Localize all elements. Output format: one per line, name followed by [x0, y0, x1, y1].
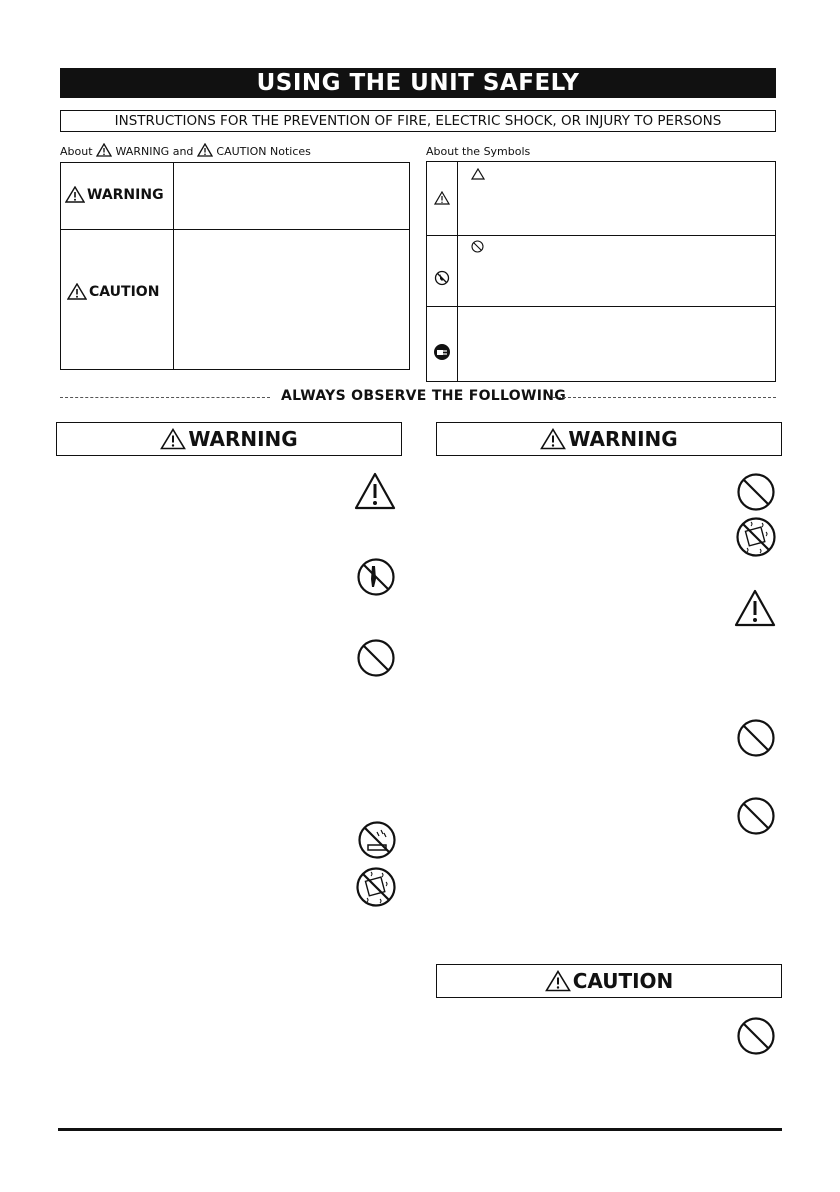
observe-divider-left	[60, 397, 270, 398]
notice-warning-label	[65, 186, 164, 203]
footer-rule	[58, 1128, 782, 1131]
general-caution-symbol-icon	[434, 191, 450, 205]
right-warning-heading-text: WARNING	[568, 427, 678, 451]
left-warning-heading	[56, 422, 402, 456]
symbols-table-divider	[457, 162, 458, 381]
prohibited-icon	[356, 638, 396, 678]
instructions-subtitle: INSTRUCTIONS FOR THE PREVENTION OF FIRE, ELECTRIC SHOCK, OR INJURY TO PERSONS	[60, 110, 776, 132]
symbols-table-row-line-1	[427, 235, 775, 236]
prohibited-icon-right-1	[736, 472, 776, 512]
general-caution-icon	[353, 471, 397, 511]
about-caution-word: CAUTION	[216, 145, 267, 158]
caution-triangle-icon	[197, 143, 213, 157]
page-title: USING THE UNIT SAFELY	[60, 68, 776, 98]
about-warning-word: WARNING	[115, 145, 170, 158]
symbols-table-row-line-2	[427, 306, 775, 307]
no-disassembly-icon	[356, 557, 396, 597]
about-notices-caption	[60, 143, 311, 158]
caution-label-icon	[67, 283, 87, 300]
right-caution-heading-icon	[545, 970, 571, 992]
about-suffix: Notices	[270, 145, 311, 158]
about-and-word: and	[172, 145, 194, 158]
left-warning-heading-text: WARNING	[188, 427, 298, 451]
notices-table	[60, 162, 410, 370]
about-prefix: About	[60, 145, 93, 158]
no-disassembly-symbol-icon	[434, 270, 450, 286]
observe-divider-right	[553, 397, 776, 398]
notices-table-divider	[173, 163, 174, 369]
left-warning-heading-icon	[160, 428, 186, 450]
no-water-icon	[357, 820, 397, 860]
warning-triangle-icon	[96, 143, 112, 157]
right-caution-heading-text: CAUTION	[572, 969, 674, 993]
right-caution-heading	[436, 964, 782, 998]
no-foreign-objects-icon-right	[735, 516, 777, 558]
right-warning-heading	[436, 422, 782, 456]
prohibited-symbol-outline-icon	[471, 240, 484, 253]
symbols-table	[426, 161, 776, 382]
triangle-symbol-outline-icon	[471, 168, 485, 180]
notice-warning-text: WARNING	[87, 186, 164, 203]
unplug-symbol-icon	[433, 343, 451, 361]
observe-heading: ALWAYS OBSERVE THE FOLLOWING	[281, 388, 567, 404]
notice-caution-text: CAUTION	[89, 283, 160, 300]
prohibited-icon-right-2	[736, 718, 776, 758]
notice-caution-label	[67, 283, 159, 300]
general-caution-icon-right	[733, 588, 777, 628]
about-symbols-caption: About the Symbols	[426, 145, 531, 158]
right-warning-heading-icon	[540, 428, 566, 450]
warning-label-icon	[65, 186, 85, 203]
no-foreign-objects-icon	[355, 866, 397, 908]
notices-table-row-line	[61, 229, 409, 230]
prohibited-icon-caution	[736, 1016, 776, 1056]
prohibited-icon-right-3	[736, 796, 776, 836]
